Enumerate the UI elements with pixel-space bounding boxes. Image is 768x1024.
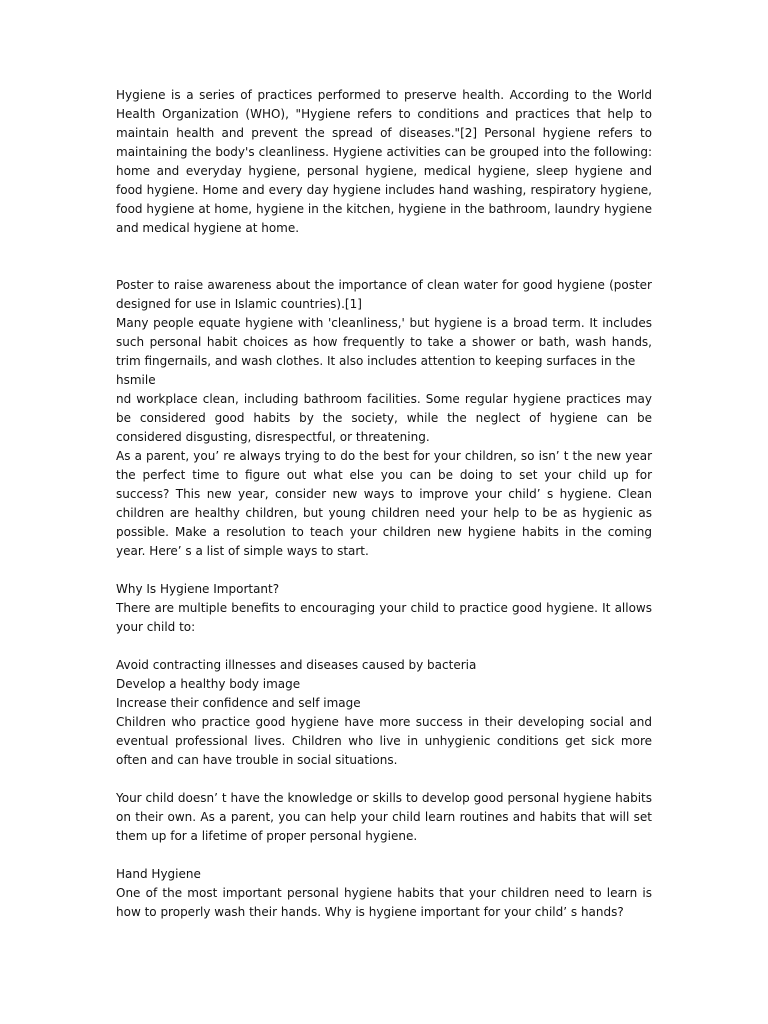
list-item: Avoid contracting illnesses and diseases caused by bacteria	[116, 658, 477, 672]
paragraph-workplace: nd workplace clean, including bathroom facilities. Some regular hygiene practices may be considered good habits by the society, while the neglect of hygiene can be considered disgusting, disrespectful, or threatening.	[116, 392, 652, 444]
spacer	[116, 770, 652, 789]
document-body	[116, 86, 652, 922]
spacer	[116, 637, 652, 656]
paragraph-social-success: Children who practice good hygiene have more success in their developing social and eventual professional lives. Children who live in unhygienic conditions get sick more often and can have trouble in social situations.	[116, 715, 652, 767]
paragraph-hand-washing: One of the most important personal hygiene habits that your children need to learn is how to properly wash their hands. Why is hygiene important for your child’ s hands?	[116, 886, 652, 919]
stray-text-line: hsmile	[116, 373, 156, 387]
spacer	[116, 561, 652, 580]
paragraph-cleanliness: Many people equate hygiene with 'cleanliness,' but hygiene is a broad term. It includes such personal habit choices as how frequently to take a shower or bath, wash hands, trim fingernails, and wash clothes. It also includes attention to keeping surfaces in the	[116, 316, 652, 368]
paragraph-parent: As a parent, you’ re always trying to do the best for your children, so isn’ t the new year the perfect time to figure out what else you can be doing to set your child up for success? This new year, consider new ways to improve your child’ s hygiene. Clean children are healthy children, but young children need your help to be as hygienic as possible. Make a resolution to teach your children new hygiene habits in the coming year. Here’ s a list of simple ways to start.	[116, 449, 652, 558]
paragraph-benefits-intro: There are multiple benefits to encouraging your child to practice good hygiene. It allows your child to:	[116, 601, 652, 634]
heading-why-hygiene: Why Is Hygiene Important?	[116, 582, 280, 596]
paragraph-poster-caption: Poster to raise awareness about the importance of clean water for good hygiene (poster designed for use in Islamic countries).[1]	[116, 278, 652, 311]
list-item: Develop a healthy body image	[116, 677, 301, 691]
list-item: Increase their confidence and self image	[116, 696, 361, 710]
heading-hand-hygiene: Hand Hygiene	[116, 867, 201, 881]
spacer	[116, 238, 652, 276]
paragraph-hygiene-definition: Hygiene is a series of practices performed to preserve health. According to the World Health Organization (WHO), "Hygiene refers to conditions and practices that help to maintain health and prevent the spread of diseases."[2] Personal hygiene refers to maintaining the body's cleanliness. Hygiene activities can be grouped into the following: home and everyday hygiene, personal hygiene, medical hygiene, sleep hygiene and food hygiene. Home and every day hygiene includes hand washing, respiratory hygiene, food hygiene at home, hygiene in the kitchen, hygiene in the bathroom, laundry hygiene and medical hygiene at home.	[116, 88, 652, 235]
paragraph-parent-help: Your child doesn’ t have the knowledge or skills to develop good personal hygiene habits on their own. As a parent, you can help your child learn routines and habits that will set them up for a lifetime of proper personal hygiene.	[116, 791, 652, 843]
spacer	[116, 846, 652, 865]
